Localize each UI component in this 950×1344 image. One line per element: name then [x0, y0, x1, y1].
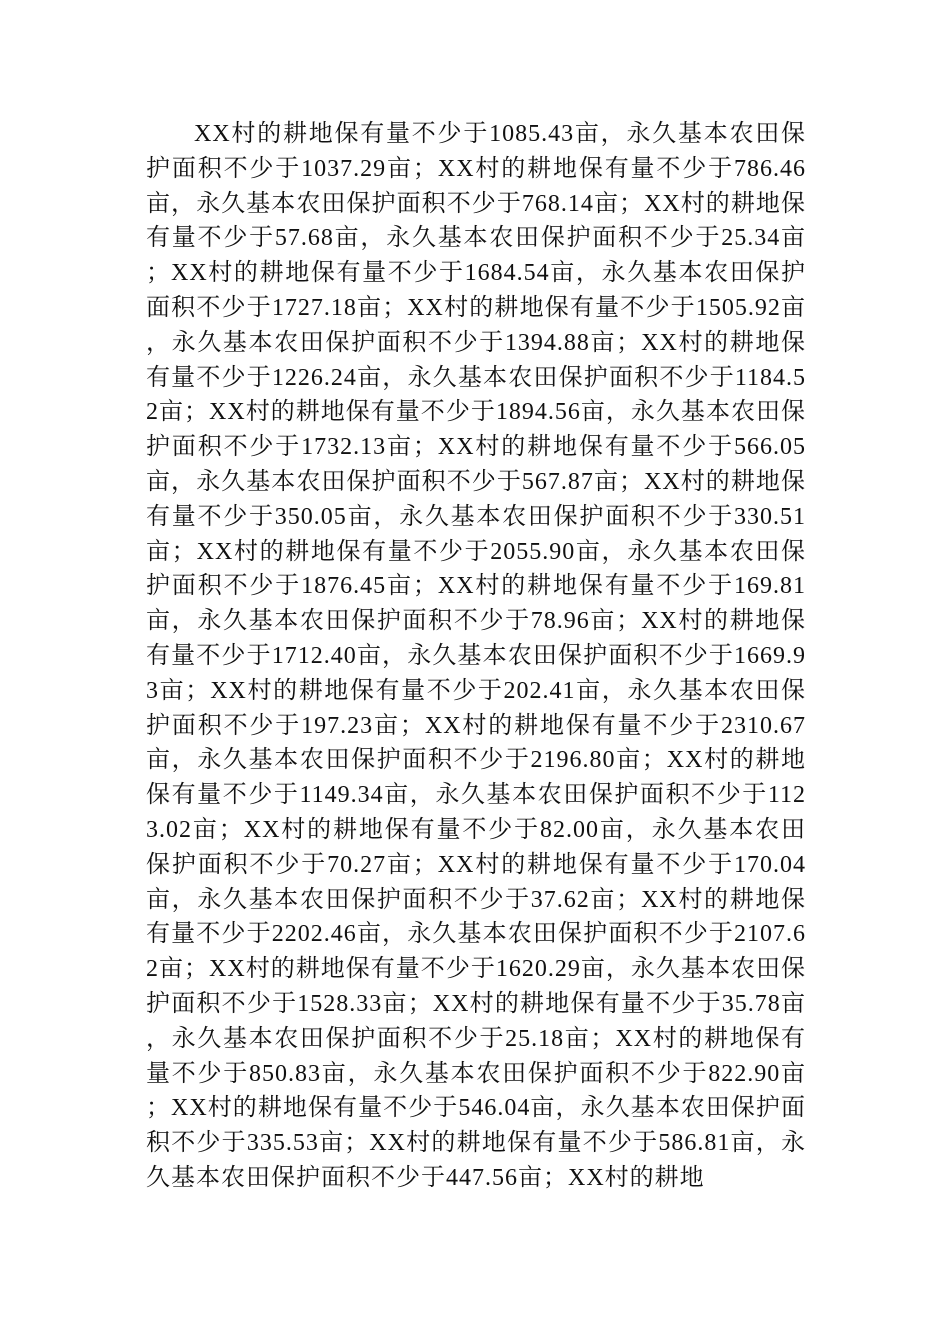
body-paragraph: XX村的耕地保有量不少于1085.43亩，永久基本农田保护面积不少于1037.29亩；XX村的耕地保有量不少于786.46亩，永久基本农田保护面积不少于768.14亩；XX村的耕地保有量不少于57.68亩，永久基本农田保护面积不少于25.34亩；XX村的耕地保有量不少于1684.54亩，永久基本农田保护面积不少于1727.18亩；XX村的耕地保有量不少于1505.92亩，永久基本农田保护面积不少于1394.88亩；XX村的耕地保有量不少于1226.24亩，永久基本农田保护面积不少于1184.52亩；XX村的耕地保有量不少于1894.56亩，永久基本农田保护面积不少于1732.13亩；XX村的耕地保有量不少于566.05亩，永久基本农田保护面积不少于567.87亩；XX村的耕地保有量不少于350.05亩，永久基本农田保护面积不少于330.51亩；XX村的耕地保有量不少于2055.90亩，永久基本农田保护面积不少于1876.45亩；XX村的耕地保有量不少于169.81亩，永久基本农田保护面积不少于78.96亩；XX村的耕地保有量不少于1712.40亩，永久基本农田保护面积不少于1669.93亩；XX村的耕地保有量不少于202.41亩，永久基本农田保护面积不少于197.23亩；XX村的耕地保有量不少于2310.67亩，永久基本农田保护面积不少于2196.80亩；XX村的耕地保有量不少于1149.34亩，永久基本农田保护面积不少于1123.02亩；XX村的耕地保有量不少于82.00亩，永久基本农田保护面积不少于70.27亩；XX村的耕地保有量不少于170.04亩，永久基本农田保护面积不少于37.62亩；XX村的耕地保有量不少于2202.46亩，永久基本农田保护面积不少于2107.62亩；XX村的耕地保有量不少于1620.29亩，永久基本农田保护面积不少于1528.33亩；XX村的耕地保有量不少于35.78亩，永久基本农田保护面积不少于25.18亩；XX村的耕地保有量不少于850.83亩，永久基本农田保护面积不少于822.90亩；XX村的耕地保有量不少于546.04亩，永久基本农田保护面积不少于335.53亩；XX村的耕地保有量不少于586.81亩，永久基本农田保护面积不少于447.56亩；XX村的耕地 [146, 121, 806, 1191]
